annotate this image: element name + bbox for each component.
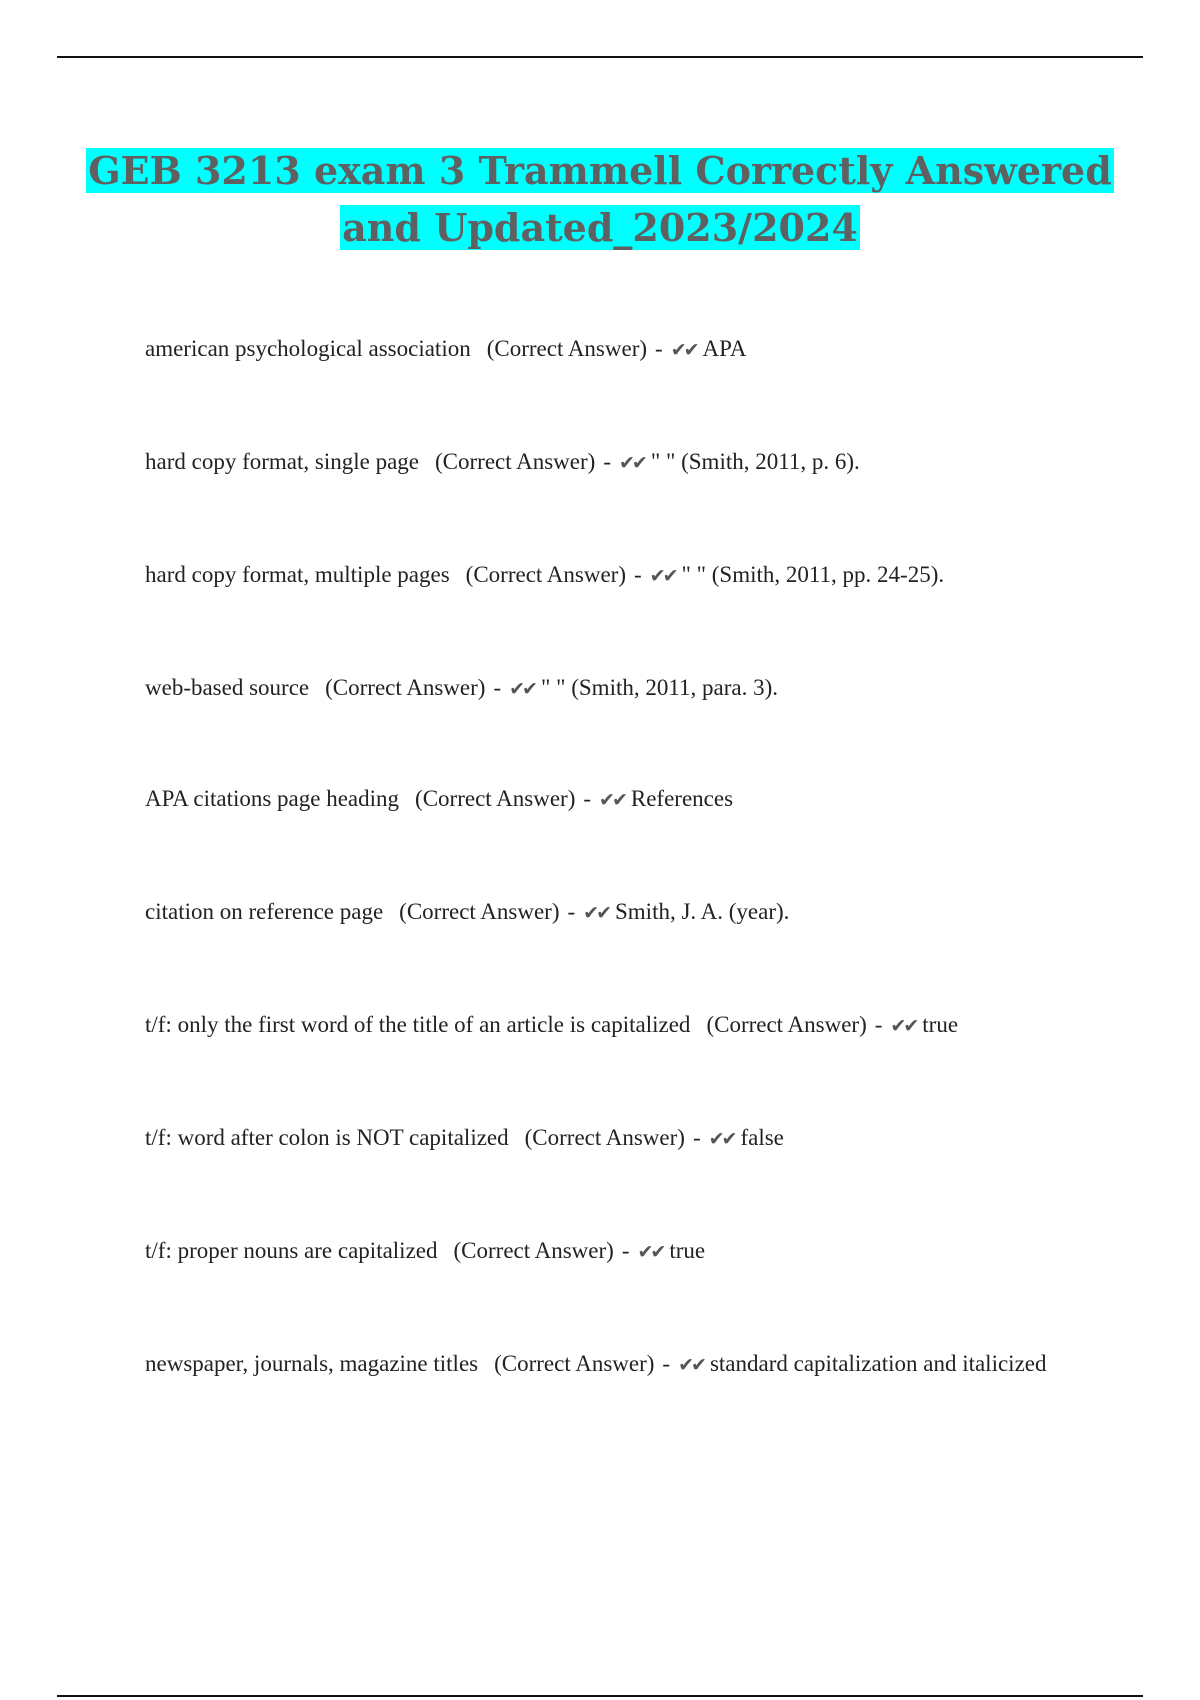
answer-text: true: [922, 1012, 959, 1037]
qa-item: [145, 1121, 1065, 1156]
answer-marker: (Correct Answer): [494, 1351, 655, 1376]
answer-marker: (Correct Answer): [415, 786, 576, 811]
qa-item: [145, 782, 1065, 817]
separator: -: [567, 899, 576, 924]
document-title: [0, 142, 1200, 256]
separator: -: [583, 786, 592, 811]
separator: -: [662, 1351, 671, 1376]
double-check-icon: ✔✔: [509, 678, 535, 700]
answer-marker: (Correct Answer): [465, 562, 626, 587]
separator: -: [633, 562, 642, 587]
double-check-icon: ✔✔: [670, 339, 697, 361]
separator: -: [692, 1125, 701, 1150]
title-line-1: GEB 3213 exam 3 Trammell Correctly Answered: [88, 148, 1112, 193]
question-text: web-based source: [145, 675, 310, 700]
question-text: hard copy format, multiple pages: [145, 562, 450, 587]
double-check-icon: ✔✔: [649, 565, 676, 587]
separator: -: [655, 336, 663, 361]
answer-marker: (Correct Answer): [325, 675, 486, 700]
answer-text: true: [669, 1238, 706, 1263]
bottom-rule: [57, 1695, 1143, 1697]
double-check-icon: ✔✔: [599, 789, 625, 811]
qa-item: [145, 332, 1065, 367]
double-check-icon: ✔✔: [618, 452, 645, 474]
question-text: american psychological association: [145, 336, 471, 361]
qa-item: [145, 895, 1065, 930]
separator: -: [603, 449, 611, 474]
double-check-icon: ✔✔: [583, 902, 609, 924]
answer-text: Smith, J. A. (year).: [615, 899, 790, 924]
question-text: t/f: proper nouns are capitalized: [145, 1238, 438, 1263]
question-text: citation on reference page: [145, 899, 384, 924]
answer-text: false: [740, 1125, 784, 1150]
separator: -: [874, 1012, 883, 1037]
qa-item: [145, 558, 1065, 593]
answer-text: " " (Smith, 2011, pp. 24-25).: [681, 562, 945, 587]
qa-item: [145, 1234, 1065, 1269]
question-text: t/f: word after colon is NOT capitalized: [145, 1125, 509, 1150]
qa-item: [145, 671, 1065, 706]
answer-text: " " (Smith, 2011, p. 6).: [650, 449, 860, 474]
answer-text: References: [630, 786, 734, 811]
separator: -: [493, 675, 502, 700]
answer-marker: (Correct Answer): [435, 449, 596, 474]
qa-list: [145, 332, 1065, 1382]
title-line-2: and Updated_2023/2024: [342, 205, 858, 250]
question-text: newspaper, journals, magazine titles: [145, 1351, 479, 1376]
answer-text: " " (Smith, 2011, para. 3).: [540, 675, 778, 700]
answer-marker: (Correct Answer): [706, 1012, 867, 1037]
separator: -: [621, 1238, 630, 1263]
double-check-icon: ✔✔: [637, 1241, 664, 1263]
qa-item: [145, 1008, 1065, 1043]
question-text: APA citations page heading: [145, 786, 400, 811]
double-check-icon: ✔✔: [890, 1015, 917, 1037]
top-rule: [57, 56, 1143, 58]
answer-marker: (Correct Answer): [399, 899, 560, 924]
answer-marker: (Correct Answer): [524, 1125, 685, 1150]
question-text: hard copy format, single page: [145, 449, 419, 474]
double-check-icon: ✔✔: [708, 1128, 735, 1150]
qa-item: [145, 445, 1065, 480]
title-highlight: [86, 148, 1114, 250]
answer-text: APA: [702, 336, 747, 361]
answer-marker: (Correct Answer): [486, 336, 648, 361]
answer-marker: (Correct Answer): [453, 1238, 614, 1263]
qa-item: [145, 1347, 1065, 1382]
double-check-icon: ✔✔: [678, 1354, 704, 1376]
answer-text: standard capitalization and italicized: [709, 1351, 1047, 1376]
question-text: t/f: only the first word of the title of an article is capitalized: [145, 1012, 691, 1037]
